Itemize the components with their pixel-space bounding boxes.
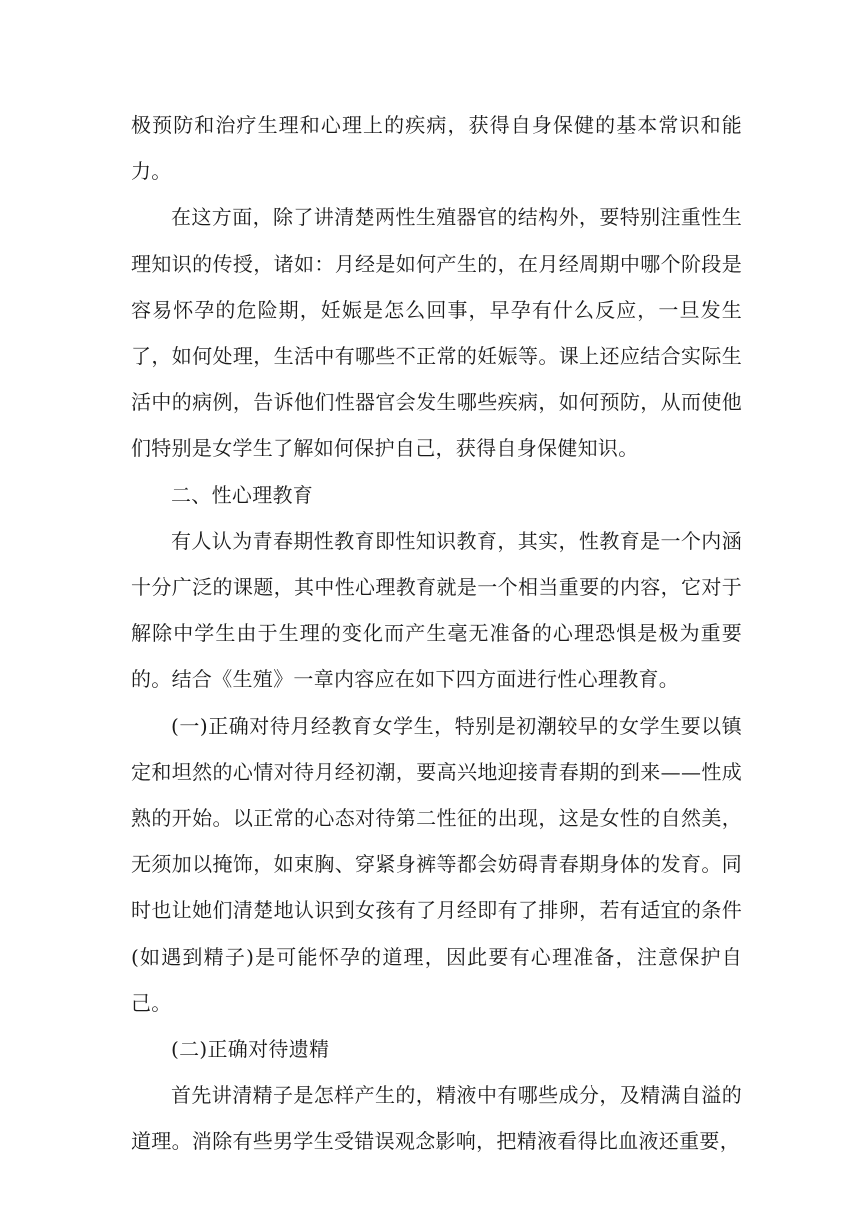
- subheading-emission: (二)正确对待遗精: [171, 1037, 330, 1062]
- paragraph-menstruation: (一)正确对待月经教育女学生，特别是初潮较早的女学生要以镇定和坦然的心情对待月经初潮，要高兴地迎接青春期的到来——性成熟的开始。以正常的心态对待第二性征的出现，这是女性的自然美，无须加以掩饰，如束胸、穿紧身裤等都会妨碍青春期身体的发育。同时也让她们清楚地认识到女孩有了月经即有了排卵，若有适宜的条件(如遇到精子)是可能怀孕的道理，因此要有心理准备，注意保护自己。: [131, 713, 742, 1015]
- paragraph-continuation: 极预防和治疗生理和心理上的疾病，获得自身保健的基本常识和能力。: [131, 113, 742, 184]
- paragraph-sex-psychology-intro: 有人认为青春期性教育即性知识教育，其实，性教育是一个内涵十分广泛的课题，其中性心理教育就是一个相当重要的内容，它对于解除中学生由于生理的变化而产生毫无准备的心理恐惧是极为重要的。结合《生殖》一章内容应在如下四方面进行性心理教育。: [131, 528, 742, 692]
- section-heading-sex-psychology: 二、性心理教育: [171, 482, 314, 507]
- paragraph-emission: 首先讲清精子是怎样产生的，精液中有哪些成分，及精满自溢的道理。消除有些男学生受错误观念影响，把精液看得比血液还重要，: [131, 1083, 742, 1154]
- paragraph-physiology-knowledge: 在这方面，除了讲清楚两性生殖器官的结构外，要特别注重性生理知识的传授，诸如：月经是如何产生的，在月经周期中哪个阶段是容易怀孕的危险期，妊娠是怎么回事，早孕有什么反应，一旦发生了，如何处理，生活中有哪些不正常的妊娠等。课上还应结合实际生活中的病例，告诉他们性器官会发生哪些疾病，如何预防，从而使他们特别是女学生了解如何保护自己，获得自身保健知识。: [131, 205, 742, 461]
